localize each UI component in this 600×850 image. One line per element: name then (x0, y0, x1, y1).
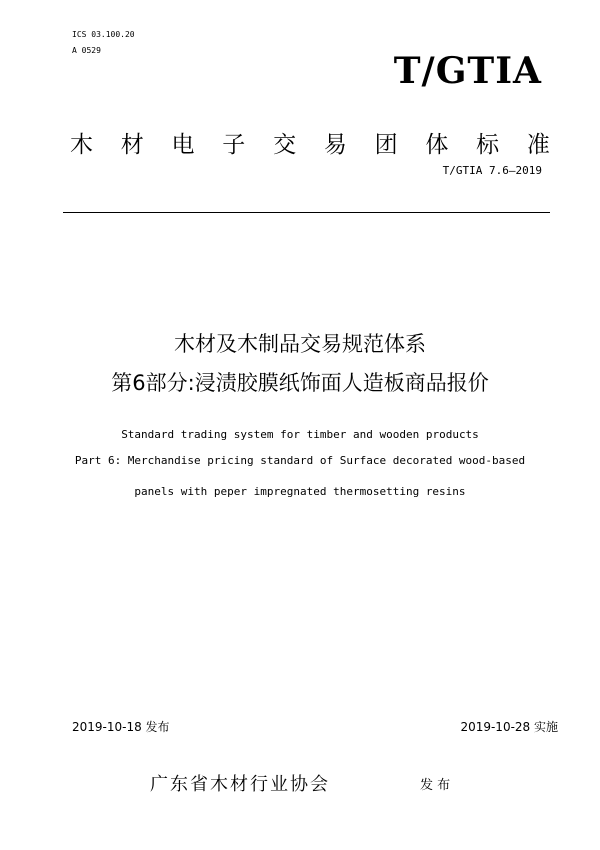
org-title-char: 标 (476, 132, 500, 158)
org-title-char: 材 (120, 132, 144, 158)
issue-date: 2019-10-18 发布 (72, 720, 170, 734)
title-en-line3: panels with peper impregnated thermosetting resins (134, 485, 466, 498)
divider (63, 212, 550, 213)
effective-date: 2019-10-28 实施 (460, 720, 558, 734)
title-zh-line2: 第6部分:浸渍胶膜纸饰面人造板商品报价 (111, 371, 489, 395)
org-title-char: 电 (171, 132, 195, 158)
ics-code: ICS 03.100.20 (72, 30, 135, 39)
publisher: 广东省木材行业协会 (150, 774, 330, 795)
org-title (70, 126, 550, 159)
ccs-code: A 0529 (72, 46, 101, 55)
org-title-char: 团 (374, 132, 398, 158)
standard-number: T/GTIA 7.6—2019 (442, 164, 542, 177)
org-title-char: 木 (70, 132, 93, 158)
org-title-char: 体 (425, 132, 449, 158)
org-title-char: 交 (273, 132, 297, 158)
standard-logo: T/GTIA (393, 50, 542, 92)
publish-label: 发 布 (420, 778, 451, 793)
org-title-char: 易 (323, 132, 347, 158)
title-zh-line1: 木材及木制品交易规范体系 (174, 332, 426, 356)
org-title-char: 准 (526, 132, 550, 158)
title-en-line1: Standard trading system for timber and wooden products (121, 428, 479, 441)
title-en-line2: Part 6: Merchandise pricing standard of Surface decorated wood-based (74, 454, 526, 467)
org-title-char: 子 (222, 132, 246, 158)
